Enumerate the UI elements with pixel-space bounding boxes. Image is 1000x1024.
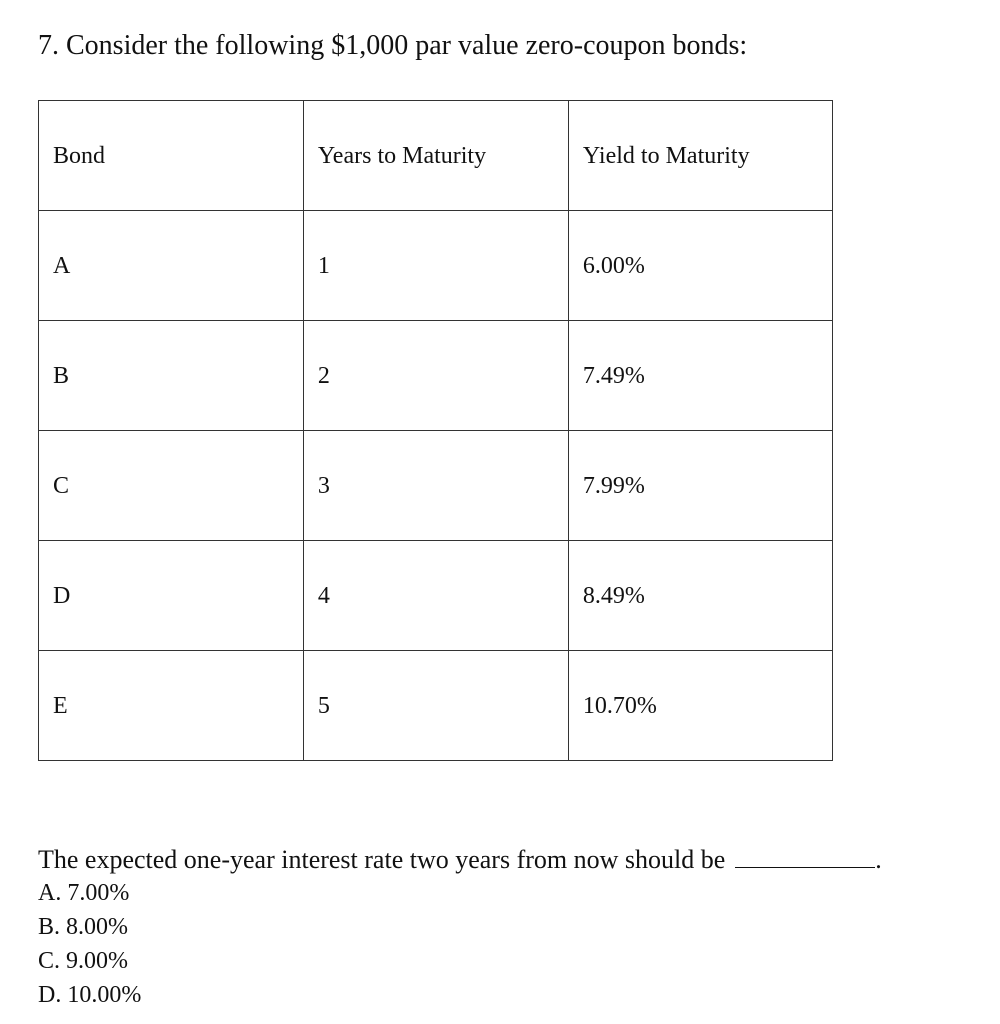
cell-ytm: 8.49%: [568, 541, 832, 651]
cell-years: 1: [303, 211, 568, 321]
cell-years: 4: [303, 541, 568, 651]
cell-bond: C: [39, 431, 304, 541]
bond-table: [38, 100, 833, 761]
cell-years: 5: [303, 651, 568, 761]
question-prompt: [38, 843, 882, 877]
answer-blank: [735, 843, 875, 868]
cell-ytm: 7.99%: [568, 431, 832, 541]
table-row: [39, 431, 833, 541]
table-row: [39, 541, 833, 651]
cell-ytm: 7.49%: [568, 321, 832, 431]
header-years-to-maturity: Years to Maturity: [303, 101, 568, 211]
cell-bond: B: [39, 321, 304, 431]
prompt-end-punct: .: [875, 845, 882, 874]
table-header-row: [39, 101, 833, 211]
table-row: [39, 651, 833, 761]
cell-ytm: 6.00%: [568, 211, 832, 321]
cell-bond: A: [39, 211, 304, 321]
header-bond: Bond: [39, 101, 304, 211]
cell-years: 3: [303, 431, 568, 541]
prompt-text: The expected one-year interest rate two years from now should be: [38, 845, 726, 874]
answer-choices: [38, 876, 141, 1012]
cell-years: 2: [303, 321, 568, 431]
table-row: [39, 211, 833, 321]
cell-bond: E: [39, 651, 304, 761]
choice-c[interactable]: C. 9.00%: [38, 948, 128, 974]
cell-ytm: 10.70%: [568, 651, 832, 761]
choice-b[interactable]: B. 8.00%: [38, 914, 128, 940]
choice-d[interactable]: D. 10.00%: [38, 982, 142, 1008]
header-yield-to-maturity: Yield to Maturity: [568, 101, 832, 211]
question-title: 7. Consider the following $1,000 par value zero-coupon bonds:: [38, 30, 748, 61]
table-row: [39, 321, 833, 431]
choice-a[interactable]: A. 7.00%: [38, 880, 130, 906]
cell-bond: D: [39, 541, 304, 651]
